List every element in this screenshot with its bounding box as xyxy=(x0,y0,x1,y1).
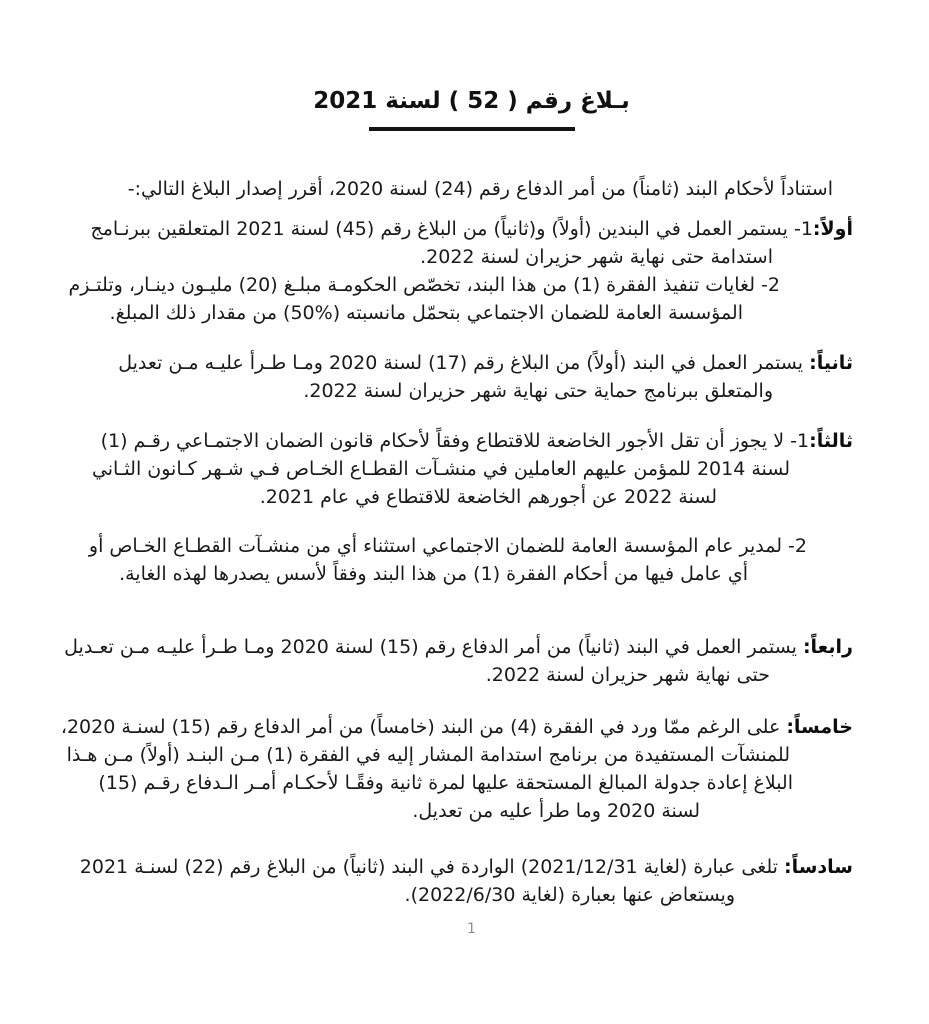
section-line: لسنة 2022 عن أجورهم الخاضعة للاقتطاع في عام 2021. xyxy=(259,486,717,508)
section-line xyxy=(90,215,853,243)
section-line-text: يستمر العمل في البند (ثانياً) من أمر الدفاع رقم (15) لسنة 2020 ومـا طـرأ عليـه مـن تعـديل xyxy=(64,636,803,658)
section-line: 2- لغايات تنفيذ الفقرة (1) من هذا البند، تخصّص الحكومـة مبلـغ (20) مليـون دينـار، وتلتـزم xyxy=(68,274,780,296)
section-label: ثانياً: xyxy=(809,352,853,374)
section-line: حتى نهاية شهر حزيران لسنة 2022. xyxy=(485,664,770,686)
section-line xyxy=(60,713,853,741)
section-label: ثالثاً: xyxy=(809,430,853,452)
section-line xyxy=(79,853,853,881)
section-line: البلاغ إعادة جدولة المبالغ المستحقة عليها لمرة ثانية وفقًـا لأحكـام أمـر الـدفاع رقـم (15) xyxy=(98,772,793,794)
section-line-text: 1- يستمر العمل في البندين (أولاً) و(ثانياً) من البلاغ رقم (45) لسنة 2021 المتعلقين ببرنـامج xyxy=(90,218,813,240)
section-line xyxy=(90,427,853,455)
section-line: والمتعلق ببرنامج حماية حتى نهاية شهر حزيران لسنة 2022. xyxy=(303,380,773,402)
section-sixth xyxy=(79,853,853,909)
section-label: رابعاً: xyxy=(802,636,853,658)
section-line xyxy=(64,633,853,661)
section-second xyxy=(90,349,853,405)
section-first-item-2 xyxy=(68,271,853,327)
intro-paragraph: استناداً لأحكام البند (ثامناً) من أمر الدفاع رقم (24) لسنة 2020، أقرر إصدار البلاغ التالي:- xyxy=(127,178,833,200)
title-underline xyxy=(369,127,575,131)
section-label: خامساً: xyxy=(786,716,853,738)
section-fifth xyxy=(60,713,853,825)
section-third-item-2 xyxy=(90,532,853,588)
section-label: أولاً: xyxy=(812,218,853,240)
section-line-text: 1- لا يجوز أن تقل الأجور الخاضعة للاقتطاع وفقاً لأحكام قانون الضمان الاجتمـاعي رقـم (1) xyxy=(100,430,810,452)
section-line-text: تلغى عبارة (لغاية 2021/12/31) الواردة في البند (ثانياً) من البلاغ رقم (22) لسنـة 2021 xyxy=(79,856,784,878)
document-body xyxy=(60,175,853,909)
section-line: ويستعاض عنها بعبارة (لغاية 2022/6/30). xyxy=(404,884,735,906)
section-line-text: يستمر العمل في البند (أولاً) من البلاغ رقم (17) لسنة 2020 ومـا طـرأ عليـه مـن تعديل xyxy=(118,352,810,374)
section-line: لسنة 2014 للمؤمن عليهم العاملين في منشـآت القطـاع الخـاص فـي شـهر كـانون الثـاني xyxy=(91,458,790,480)
section-line: أي عامل فيها من أحكام الفقرة (1) من هذا البند وفقاً لأسس يصدرها لهذه الغاية. xyxy=(119,563,748,585)
section-line: للمنشآت المستفيدة من برنامج استدامة المشار إليه في الفقرة (1) مـن البنـد (أولاً) مـن هـذا xyxy=(66,744,790,766)
section-line: استدامة حتى نهاية شهر حزيران لسنة 2022. xyxy=(420,246,773,268)
section-line xyxy=(90,349,853,377)
document-title: بـلاغ رقم ( 52 ) لسنة 2021 xyxy=(313,88,630,114)
section-line: المؤسسة العامة للضمان الاجتماعي بتحمّل مانسبته (%50) من مقدار ذلك المبلغ. xyxy=(109,302,743,324)
section-third xyxy=(90,427,853,511)
section-fourth xyxy=(64,633,853,689)
section-line-text: على الرغم ممّا ورد في الفقرة (4) من البند (خامساً) من أمر الدفاع رقم (15) لسنـة 2020، xyxy=(60,716,787,738)
page-number: 1 xyxy=(467,921,476,937)
section-line: 2- لمدير عام المؤسسة العامة للضمان الاجتماعي استثناء أي من منشـآت القطـاع الخـاص أو xyxy=(88,535,807,557)
section-label: سادساً: xyxy=(784,856,853,878)
section-line: لسنة 2020 وما طرأ عليه من تعديل. xyxy=(412,800,700,822)
section-first xyxy=(90,215,853,271)
